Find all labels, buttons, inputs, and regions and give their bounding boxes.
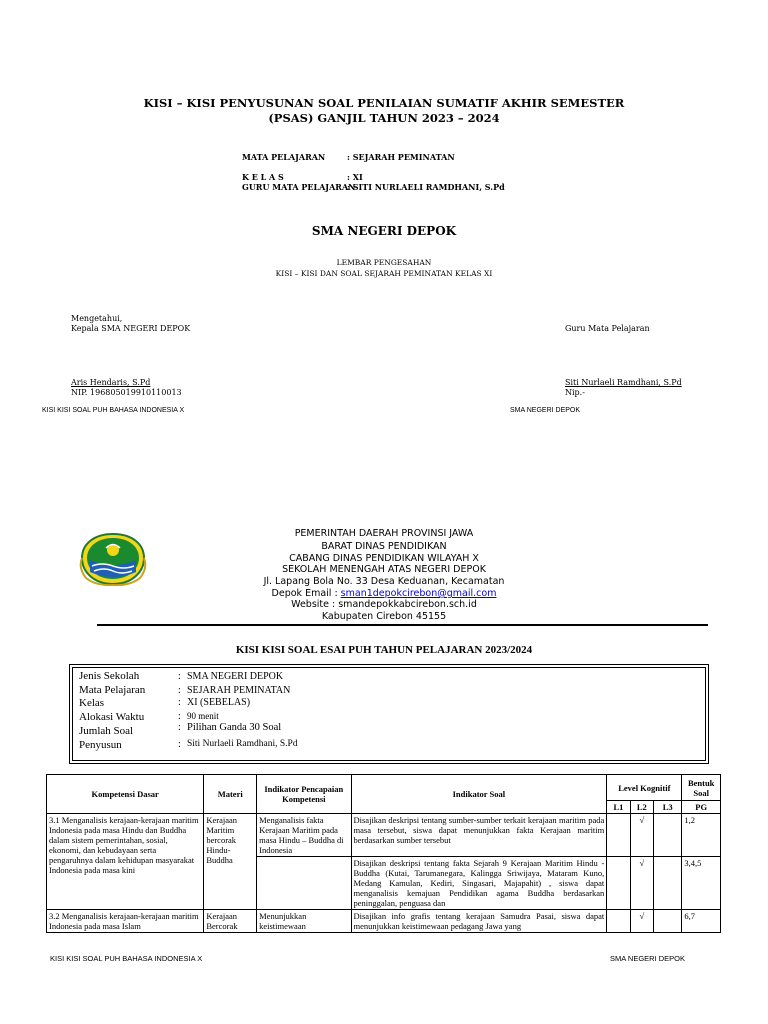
subject-value: : SEJARAH PEMINATAN — [347, 152, 455, 162]
info-label: Jenis Sekolah — [79, 670, 140, 682]
header-l3: L3 — [653, 801, 681, 814]
letterhead-city: Kabupaten Cirebon 45155 — [321, 611, 447, 622]
email-label: Depok Email : — [271, 588, 341, 599]
letterhead-website: Website : smandepokkabcirebon.sch.id — [291, 599, 477, 610]
header-indikator-soal: Indikator Soal — [351, 775, 607, 814]
letterhead-divider — [97, 624, 708, 626]
approval-sheet-subtitle: KISI – KISI DAN SOAL SEJARAH PEMINATAN KELAS XI — [275, 269, 493, 278]
info-list — [79, 670, 679, 756]
table-row — [47, 910, 721, 933]
teacher-label: GURU MATA PELAJARAN — [242, 182, 356, 192]
meta-block — [242, 152, 642, 197]
cell-indikator-pencapaian: Menunjukkan keistimewaan — [257, 910, 351, 933]
cell-kompetensi-dasar: 3.1 Menganalisis kerajaan-kerajaan maritim Indonesia pada masa Hindu dan Buddha dalam sistem pemerintahan, sosial, ekonomi, dan kebudayaan serta pengaruhnya dalam kehidupan masyarakat Indonesia pada masa kini — [47, 814, 204, 910]
approval-sheet-title: LEMBAR PENGESAHAN — [336, 258, 432, 267]
info-value: SEJARAH PEMINATAN — [187, 685, 291, 696]
email-link[interactable]: sman1depokcirebon@gmail.com — [340, 588, 497, 599]
header-level-kognitif: Level Kognitif — [607, 775, 682, 801]
table-row — [47, 814, 721, 857]
info-colon: : — [178, 739, 181, 750]
info-colon: : — [178, 685, 181, 696]
info-label: Jumlah Soal — [79, 725, 134, 737]
cell-l1 — [607, 814, 630, 857]
letterhead-address: Jl. Lapang Bola No. 33 Desa Keduanan, Kecamatan — [263, 576, 505, 587]
header-l1: L1 — [607, 801, 630, 814]
bottom-footer-left: KISI KISI SOAL PUH BAHASA INDONESIA X — [50, 954, 203, 963]
info-value: SMA NEGERI DEPOK — [187, 671, 284, 682]
document-title-line-2: (PSAS) GANJIL TAHUN 2023 – 2024 — [268, 111, 500, 125]
cell-kompetensi-dasar: 3.2 Menganalisis kerajaan-kerajaan maritim Indonesia pada masa Islam — [47, 910, 204, 933]
info-label: Alokasi Waktu — [79, 711, 145, 723]
teacher-value: : SITI NURLAELI RAMDHANI, S.Pd — [347, 182, 505, 192]
cell-indikator-pencapaian: Menganalisis fakta Kerajaan Maritim pada masa Hindu – Buddha di Indonesia — [257, 814, 351, 857]
header-materi: Materi — [204, 775, 257, 814]
info-value: Siti Nurlaeli Ramdhani, S.Pd — [187, 739, 298, 749]
header-indikator-pencapaian: Indikator Pencapaian Kompetensi — [257, 775, 351, 814]
kisi-table — [46, 774, 721, 933]
document-title-line-1: KISI – KISI PENYUSUNAN SOAL PENILAIAN SUMATIF AKHIR SEMESTER — [143, 96, 625, 110]
cell-l2: √ — [630, 910, 653, 933]
cell-l3 — [653, 910, 681, 933]
principal-nip: NIP. 196805019910110013 — [71, 388, 182, 397]
cell-materi: Kerajaan Maritim bercorak Hindu-Buddha — [204, 814, 257, 910]
cell-l1 — [607, 910, 630, 933]
cell-l3 — [653, 857, 681, 910]
school-name: SMA NEGERI DEPOK — [311, 224, 457, 238]
class-value: : XI — [347, 172, 363, 182]
letterhead-line-1: PEMERINTAH DAERAH PROVINSI JAWA — [294, 528, 474, 539]
header-bentuk-soal: Bentuk Soal — [682, 775, 721, 801]
info-label: Mata Pelajaran — [79, 684, 146, 696]
cell-indikator-soal: Disajikan info grafis tentang kerajaan Samudra Pasai, siswa dapat menunjukkan keistimewaan pedagang Jawa yang — [351, 910, 607, 933]
info-colon: : — [178, 722, 181, 733]
class-label: K E L A S — [242, 172, 284, 182]
letterhead-line-3: CABANG DINAS PENDIDIKAN WILAYAH X — [289, 553, 479, 564]
principal-title: Kepala SMA NEGERI DEPOK — [71, 324, 191, 333]
info-value: 90 menit — [187, 711, 219, 721]
cell-l2: √ — [630, 814, 653, 857]
info-colon: : — [178, 711, 181, 722]
cell-l2: √ — [630, 857, 653, 910]
subject-label: MATA PELAJARAN — [242, 152, 326, 162]
letterhead-email-line — [0, 588, 768, 599]
info-value: Pilihan Ganda 30 Soal — [187, 722, 282, 733]
info-colon: : — [178, 671, 181, 682]
page-footer-right: SMA NEGERI DEPOK — [510, 407, 581, 414]
header-kompetensi-dasar: Kompetensi Dasar — [47, 775, 204, 814]
teacher-nip: Nip.- — [565, 388, 585, 397]
info-label: Kelas — [79, 697, 105, 709]
info-label: Penyusun — [79, 739, 122, 751]
info-colon: : — [178, 697, 181, 708]
cell-l1 — [607, 857, 630, 910]
section-title: KISI KISI SOAL ESAI PUH TAHUN PELAJARAN 2023/2024 — [235, 644, 533, 656]
cell-pg: 3,4,5 — [682, 857, 721, 910]
header-pg: PG — [682, 801, 721, 814]
cell-pg: 1,2 — [682, 814, 721, 857]
cell-l3 — [653, 814, 681, 857]
teacher-title: Guru Mata Pelajaran — [565, 324, 650, 333]
info-value: XI (SEBELAS) — [187, 697, 251, 708]
principal-name: Aris Hendaris, S.Pd — [71, 378, 151, 387]
cell-indikator-soal: Disajikan deskripsi tentang sumber-sumber terkait kerajaan maritim pada masa tersebut, siswa dapat menunjukkan fakta Kerajaan maritim berdasarkan sumber tersebut — [351, 814, 607, 857]
acknowledged-label: Mengetahui, — [71, 314, 123, 323]
bottom-footer-right: SMA NEGERI DEPOK — [610, 954, 686, 963]
cell-pg: 6,7 — [682, 910, 721, 933]
letterhead-school-name: SEKOLAH MENENGAH ATAS NEGERI DEPOK — [282, 564, 486, 575]
page-footer-left: KISI KISI SOAL PUH BAHASA INDONESIA X — [42, 407, 185, 414]
cell-materi: Kerajaan Bercorak — [204, 910, 257, 933]
cell-indikator-pencapaian — [257, 857, 351, 910]
header-l2: L2 — [630, 801, 653, 814]
teacher-name: Siti Nurlaeli Ramdhani, S.Pd — [565, 378, 682, 387]
letterhead-line-2: BARAT DINAS PENDIDIKAN — [321, 541, 447, 552]
cell-indikator-soal: Disajikan deskripsi tentang fakta Sejarah 9 Kerajaan Maritim Hindu - Buddha (Kutai, Tarumanegara, Kalingga Sriwijaya, Mataram Kuno, Medang Kamulan, Kediri, Singasari, Majapahit) , siswa dapat menganalisis kemajuan Pendidikan agama Buddha berdasarkan peninggalan, penguasa dan — [351, 857, 607, 910]
